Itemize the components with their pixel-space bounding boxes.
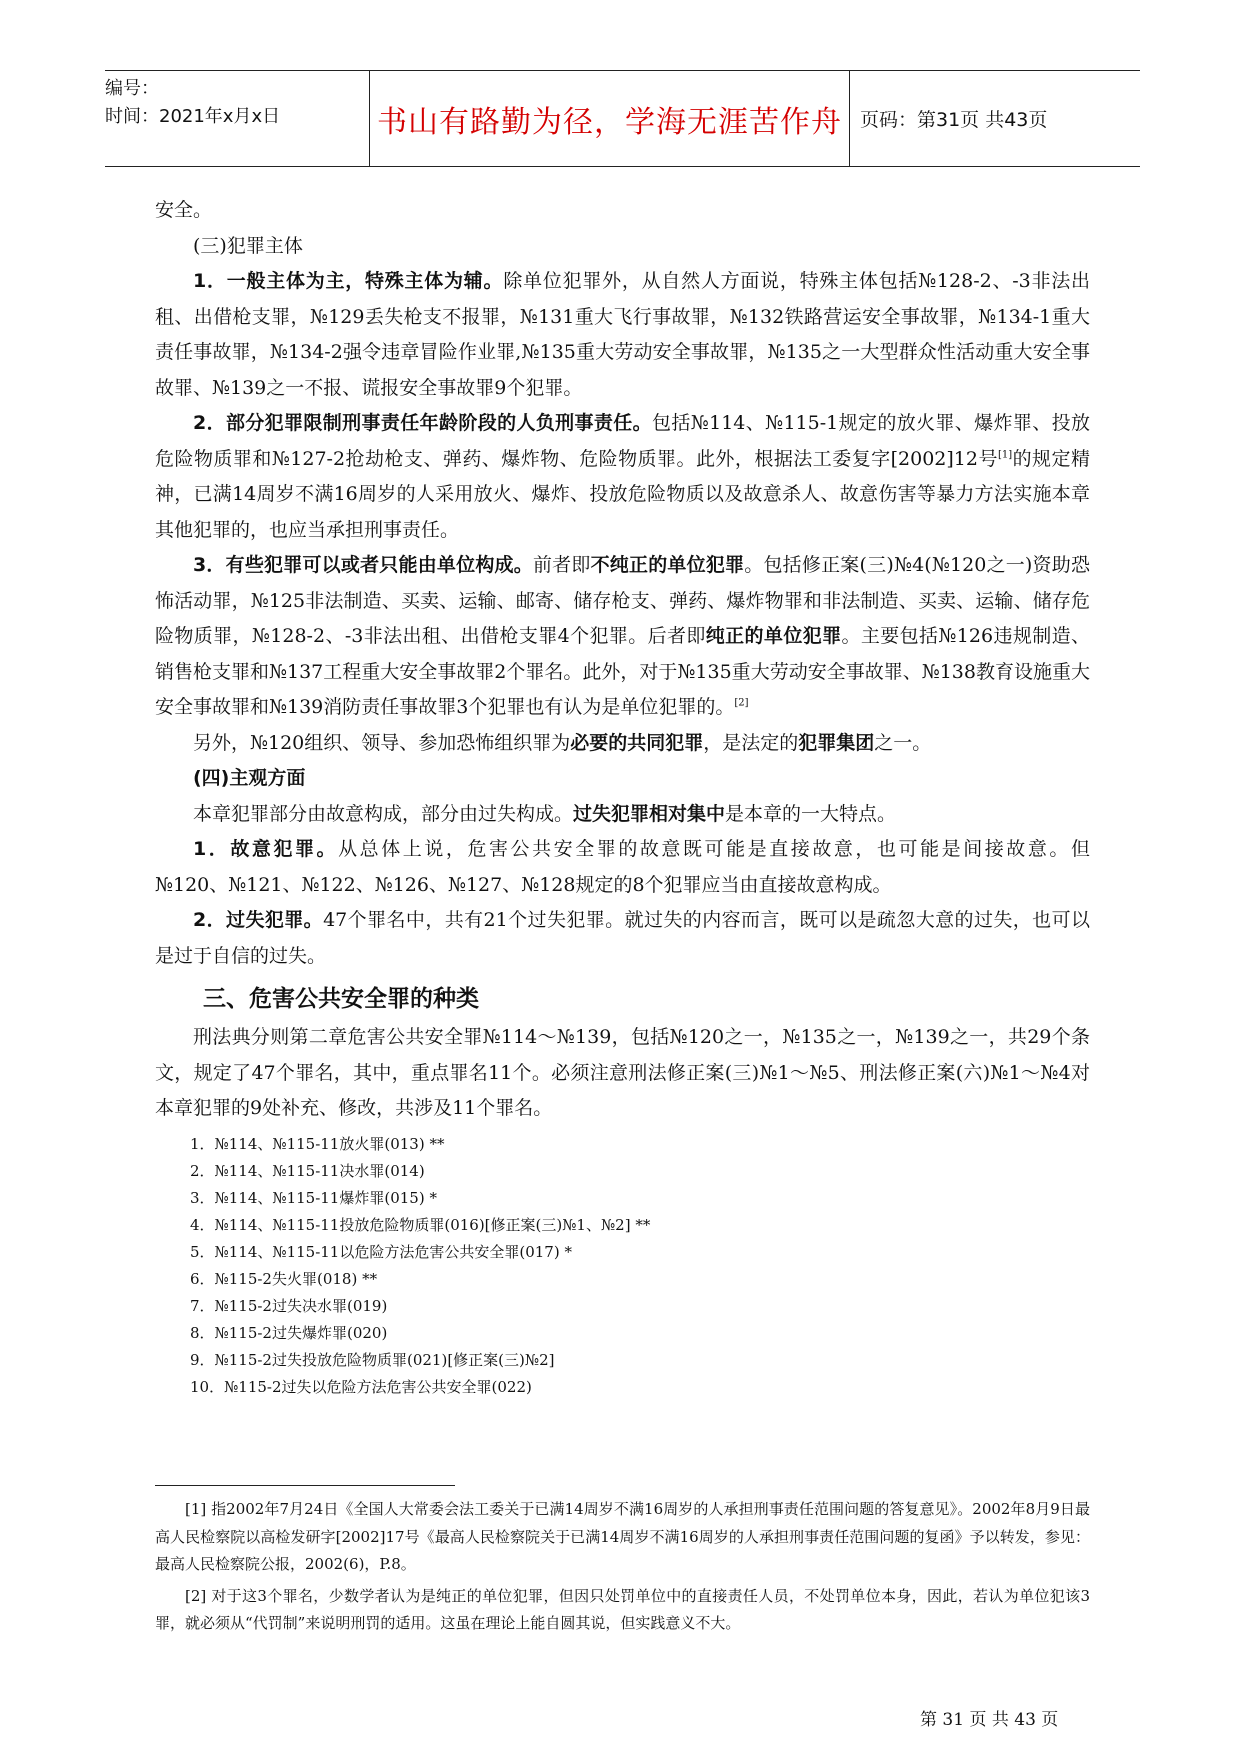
bold-term: 不纯正的单位犯罪 [590, 554, 745, 576]
document-number-label: 编号： [105, 78, 159, 99]
paragraph [155, 797, 1090, 833]
bold-term: 必要的共同犯罪 [570, 731, 704, 754]
page-footer: 第 31 页 共 43 页 [920, 1710, 1059, 1730]
paragraph-text: 的规定精神，已满14周岁不满16周岁的人采用放火、爆炸、投放危险物质以及故意杀人、故意伤害等暴力方法实施本章其他犯罪的，也应当承担刑事责任。 [155, 447, 1090, 541]
bold-term: 纯正的单位犯罪 [705, 625, 842, 647]
paragraph-text: 47个罪名中，共有21个过失犯罪。就过失的内容而言，既可以是疏忽大意的过失，也可以是过于自信的过失。 [155, 909, 1090, 967]
paragraph: 安全。 [155, 199, 213, 221]
list-item: 10．№115-2过失以危险方法危害公共安全罪(022) [190, 1377, 532, 1396]
list-item: 6．№115-2失火罪(018) ** [190, 1269, 378, 1288]
paragraph-text: 包括№114、№115-1规定的放火罪、爆炸罪、投放危险物质罪和№127-2抢劫枪支、弹药、爆炸物、危险物质罪。此外，根据法工委复字[2002]12号 [155, 412, 1090, 470]
paragraph-text: 。主要包括№126违规制造、销售枪支罪和№137工程重大安全事故罪2个罪名。此外，对于№135重大劳动安全事故罪、№138教育设施重大安全事故罪和№139消防责任事故罪3个犯罪也有认为是单位犯罪的。 [155, 625, 1090, 718]
paragraph-text: 。包括修正案(三)№4(№120之一)资助恐怖活动罪，№125非法制造、买卖、运输、邮寄、储存枪支、弹药、爆炸物罪和非法制造、买卖、运输、储存危险物质罪，№128-2、-3非法出租、出借枪支罪4个犯罪。后者即 [155, 554, 1090, 647]
list-item: 7．№115-2过失决水罪(019) [190, 1296, 388, 1315]
paragraph-text: ，是法定的 [703, 731, 799, 754]
list-item: 5．№114、№115-11以危险方法危害公共安全罪(017) * [190, 1242, 572, 1261]
list-item: 9．№115-2过失投放危险物质罪(021)[修正案(三)№2] [190, 1350, 555, 1369]
list-item: 2．№114、№115-11决水罪(014) [190, 1161, 425, 1180]
bold-term: 过失犯罪相对集中 [573, 802, 726, 825]
list-item: 8．№115-2过失爆炸罪(020) [190, 1323, 388, 1342]
paragraph [155, 832, 1090, 903]
paragraph-text: 之一。 [874, 731, 932, 754]
bold-lead: 1．一般主体为主，特殊主体为辅。 [193, 270, 504, 292]
bold-lead: 2．过失犯罪。 [193, 909, 324, 931]
footnote: [1] 指2002年7月24日《全国人大常委会法工委关于已满14周岁不满16周岁的人承担刑事责任范围问题的答复意见》。2002年8月9日最高人民检察院以高检发研字[2002]17号《最高人民检察院关于已满14周岁不满16周岁的人承担刑事责任范围问题的复函》予以转发，参见：最高人民检察院公报，2002(6)，P.8。 [155, 1500, 1090, 1573]
list-item: 3．№114、№115-11爆炸罪(015) * [190, 1188, 437, 1207]
section-title: 三、危害公共安全罪的种类 [203, 986, 479, 1012]
footnote: [2] 对于这3个罪名，少数学者认为是纯正的单位犯罪，但因只处罚单位中的直接责任人员，不处罚单位本身，因此，若认为单位犯该3罪，就必须从“代罚制”来说明刑罚的适用。这虽在理论上能自圆其说，但实践意义不大。 [155, 1586, 1090, 1632]
footnotes [155, 1496, 1090, 1642]
paragraph [155, 903, 1090, 974]
paragraph [155, 548, 1090, 726]
footnote-separator [155, 1485, 455, 1486]
paragraph-text: 是本章的一大特点。 [725, 802, 897, 825]
paragraph-text: 本章犯罪部分由故意构成，部分由过失构成。 [193, 802, 574, 825]
paragraph-text: 从总体上说，危害公共安全罪的故意既可能是直接故意，也可能是间接故意。但№120、№121、№122、№126、№127、№128规定的8个犯罪应当由直接故意构成。 [155, 838, 1090, 896]
footnote-ref[interactable]: [2] [734, 697, 749, 709]
bold-term: 犯罪集团 [798, 731, 875, 754]
document-time-label: 时间：2021年x月x日 [105, 106, 281, 127]
bold-lead: 1．故意犯罪。 [193, 838, 339, 860]
paragraph [155, 406, 1090, 548]
paragraph: 刑法典分则第二章危害公共安全罪№114～№139，包括№120之一，№135之一，№139之一，共29个条文，规定了47个罪名，其中，重点罪名11个。必须注意刑法修正案(三)№1～№5、刑法修正案(六)№1～№4对本章犯罪的9处补充、修改，共涉及11个罪名。 [155, 1026, 1090, 1119]
bold-lead: 2．部分犯罪限制刑事责任年龄阶段的人负刑事责任。 [193, 412, 653, 434]
paragraph [155, 264, 1090, 406]
header-meta [105, 71, 370, 166]
paragraph [155, 726, 1090, 762]
footnote-ref[interactable]: [1] [997, 449, 1013, 461]
crime-list [155, 1131, 1090, 1401]
subsection-heading: (四)主观方面 [193, 767, 306, 789]
header-motto: 书山有路勤为径，学海无涯苦作舟 [370, 71, 850, 166]
subsection-heading: (三)犯罪主体 [193, 234, 303, 257]
list-item: 4．№114、№115-11投放危险物质罪(016)[修正案(三)№1、№2] ** [190, 1215, 651, 1234]
page-header [105, 70, 1140, 167]
paragraph-text: 前者即 [532, 554, 591, 576]
main-content [155, 193, 1090, 1401]
list-item: 1．№114、№115-11放火罪(013) ** [190, 1134, 445, 1153]
bold-lead: 3．有些犯罪可以或者只能由单位构成。 [193, 554, 533, 576]
header-page-label: 页码：第31页 共43页 [860, 109, 1048, 131]
paragraph-text: 除单位犯罪外，从自然人方面说，特殊主体包括№128-2、-3非法出租、出借枪支罪，№129丢失枪支不报罪，№131重大飞行事故罪，№132铁路营运安全事故罪，№134-1重大责任事故罪，№134-2强令违章冒险作业罪,№135重大劳动安全事故罪，№135之一大型群众性活动重大安全事故罪、№139之一不报、谎报安全事故罪9个犯罪。 [155, 270, 1090, 399]
paragraph-text: 另外，№120组织、领导、参加恐怖组织罪为 [193, 731, 571, 754]
